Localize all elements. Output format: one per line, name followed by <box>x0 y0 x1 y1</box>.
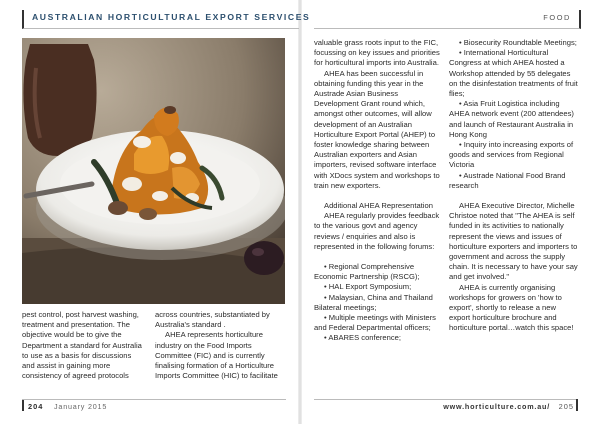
text-line: Department a standard for Australia <box>22 340 142 350</box>
bullet-item: • Inquiry into increasing exports of goods and services from Regional Victoria <box>449 140 574 170</box>
paragraph: valuable grass roots input to the FIC, focussing on key issues and priorities for horticultural imports into Australia. <box>314 38 440 68</box>
header-left <box>22 10 311 29</box>
right-column-1 <box>314 38 444 344</box>
bullet-text: Asia Fruit Logistica including AHEA network event (200 attendees) and launch of Restaurant Australia in Hong Kong <box>449 99 574 139</box>
text-line: objective would be to give the <box>22 330 122 340</box>
text-line: Australia's standard . <box>155 320 226 330</box>
text-line: consistency of agreed protocols <box>22 371 129 381</box>
website-link[interactable]: www.horticulture.com.au/ <box>443 402 550 411</box>
issue-date: January 2015 <box>54 402 108 411</box>
bullet-item: • Regional Comprehensive Economic Partnership (RSCG); <box>314 262 420 282</box>
footer-bar-right <box>576 399 578 411</box>
paragraph: AHEA regularly provides feedback to the various govt and agency reviews / enquiries and also is represented in the following forums: <box>314 211 440 251</box>
section-label: FOOD <box>543 13 571 22</box>
bullet-text: International Horticultural Congress at which AHEA hosted a Workshop attended by 55 delegates on the disinfestation treatments of fruit flies; <box>449 48 578 99</box>
bullet-item: • ABARES conference; <box>324 333 401 343</box>
paragraph: AHEA is currently organising workshops for growers on 'how to export', shortly to release a new export horticulture brochure and horticulture portal…watch this space! <box>449 282 574 333</box>
bullet-item: • Multiple meetings with Ministers and Federal Departmental officers; <box>314 313 436 333</box>
bullet-text: Malaysian, China and Thailand Bilateral meetings; <box>314 292 433 312</box>
food-dish-photo <box>22 38 285 304</box>
text-line: industry on the Food Imports <box>155 340 252 350</box>
paragraph: AHEA has been successful in obtaining funding this year in the Austrade Asian Business Development Grant round which, amongst other outcomes, will allow development of an Australian Horticulture Export Portal (AHEP) to foster knowledge sharing between Australian exporters and Asian importers, revised software interface with XDocs system and workshops to train new exporters. <box>314 68 440 190</box>
text-line: Committee (FIC) and is currently <box>155 350 265 360</box>
text-line: across countries, substantiated by <box>155 310 270 319</box>
page-number-right: 205 <box>558 402 574 411</box>
text-line: AHEA represents horticulture <box>165 330 263 340</box>
footer-right <box>314 399 578 412</box>
header-right <box>314 10 581 29</box>
text-line: Imports Committee (HIC) to facilitate <box>155 371 278 381</box>
bullet-item: • Biosecurity Roundtable Meetings; <box>459 38 577 47</box>
bullet-text: Regional Comprehensive Economic Partnership (RSCG); <box>314 262 420 282</box>
text-line: treatment and presentation. The <box>22 320 130 330</box>
text-line: pest control, post harvest washing, <box>22 310 139 319</box>
text-line: and assist in gaining more <box>22 361 111 371</box>
bullet-text: Austrade National Food Brand research <box>449 170 566 190</box>
bullet-text: Multiple meetings with Ministers and Federal Departmental officers; <box>314 313 436 333</box>
text-line: to use as a basis for discussions <box>22 350 132 360</box>
right-column-2 <box>449 38 579 334</box>
bullet-text: HAL Export Symposium; <box>328 282 412 292</box>
left-column-2 <box>155 310 287 381</box>
bullet-text: ABARES conference; <box>328 333 401 343</box>
bullet-text: Inquiry into increasing exports of goods and services from Regional Victoria <box>449 140 574 170</box>
page-gutter <box>298 0 302 424</box>
bullet-item: • HAL Export Symposium; <box>324 282 412 292</box>
bullet-item: • International Horticultural Congress at which AHEA hosted a Workshop attended by 55 delegates on the disinfestation treatments of fruit flies; <box>449 48 578 99</box>
page-number-left: 204 <box>28 402 44 411</box>
footer-left <box>22 399 286 412</box>
bullet-item: • Asia Fruit Logistica including AHEA network event (200 attendees) and launch of Restaurant Australia in Hong Kong <box>449 99 574 139</box>
subheading: Additional AHEA Representation <box>324 201 433 211</box>
text-line: finalising formation of a Horticulture <box>155 361 275 371</box>
paragraph: AHEA Executive Director, Michelle Christoe noted that "The AHEA is self funded in its activities to nationally represent the views and issues of horticulture exporters and importers to government and across the supply chain. It is necessary to have your say and get involved." <box>449 201 578 282</box>
left-column-1 <box>22 310 148 381</box>
bullet-text: Biosecurity Roundtable Meetings; <box>463 38 577 47</box>
food-dish-icon <box>22 38 285 304</box>
bullet-item: • Austrade National Food Brand research <box>449 170 566 190</box>
bullet-item: • Malaysian, China and Thailand Bilateral meetings; <box>314 292 433 312</box>
publication-title: AUSTRALIAN HORTICULTURAL EXPORT SERVICES <box>32 12 311 22</box>
